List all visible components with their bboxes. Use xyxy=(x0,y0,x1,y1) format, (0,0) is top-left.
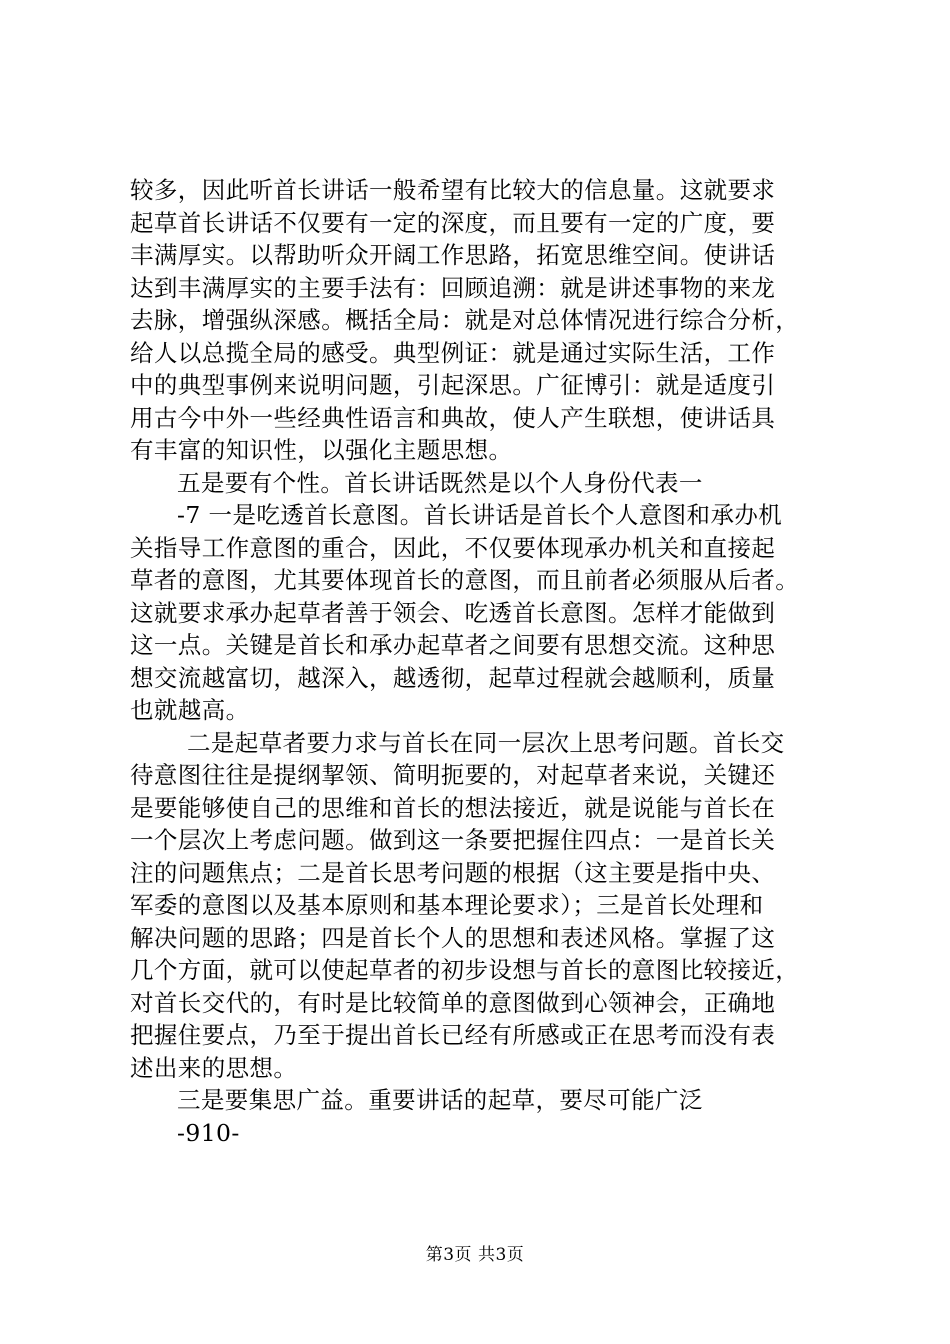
text-line: 有丰富的知识性，以强化主题思想。 xyxy=(130,436,513,464)
text-line: 给人以总揽全局的感受。典型例证：就是通过实际生活，工作 xyxy=(130,338,776,367)
text-line: 较多，因此听首长讲话一般希望有比较大的信息量。这就要求 xyxy=(130,176,776,204)
paragraph-start-line: 五是要有个性。首长讲话既然是以个人身份代表一 xyxy=(177,468,703,497)
text-line: 这一点。关键是首长和承办起草者之间要有思想交流。这种思 xyxy=(130,631,776,659)
paragraph-start-line: -7 一是吃透首长意图。首长讲话是首长个人意图和承办机 xyxy=(177,501,783,529)
text-line: 军委的意图以及基本原则和基本理论要求）；三是首长处理和 xyxy=(130,891,764,919)
text-line: 待意图往往是提纲挈领、简明扼要的，对起草者来说，关键还 xyxy=(130,761,776,789)
page-footer xyxy=(0,1244,950,1266)
text-line: 关指导工作意图的重合，因此，不仅要体现承办机关和直接起 xyxy=(130,533,776,562)
text-line: 注的问题焦点；二是首长思考问题的根据（这主要是指中央、 xyxy=(130,858,776,887)
text-line: 几个方面，就可以使起草者的初步设想与首长的意图比较接近， xyxy=(130,956,800,984)
text-line: 把握住要点，乃至于提出首长已经有所感或正在思考而没有表 xyxy=(130,1021,776,1049)
text-line: 想交流越富切，越深入，越透彻，起草过程就会越顺利，质量 xyxy=(130,663,776,692)
text-line: 去脉，增强纵深感。概括全局：就是对总体情况进行综合分析， xyxy=(130,306,800,334)
text-line: 丰满厚实。以帮助听众开阔工作思路，拓宽思维空间。使讲话 xyxy=(130,241,776,269)
paragraph-start-line: 三是要集思广益。重要讲话的起草，要尽可能广泛 xyxy=(177,1086,703,1114)
text-line: 这就要求承办起草者善于领会、吃透首长意图。怎样才能做到 xyxy=(130,598,776,627)
paragraph-start-line: 二是起草者要力求与首长在同一层次上思考问题。首长交 xyxy=(187,728,785,757)
text-line: 也就越高。 xyxy=(130,696,250,724)
page-number-fragment: -910- xyxy=(177,1118,240,1147)
text-line: 用古今中外一些经典性语言和典故，使人产生联想，使讲话具 xyxy=(130,403,776,432)
text-line: 解决问题的思路；四是首长个人的思想和表述风格。掌握了这 xyxy=(130,923,776,952)
text-line: 一个层次上考虑问题。做到这一条要把握住四点：一是首长关 xyxy=(130,826,776,854)
text-line: 草者的意图，尤其要体现首长的意图，而且前者必须服从后者。 xyxy=(130,566,800,594)
text-line: 达到丰满厚实的主要手法有：回顾追溯：就是讲述事物的来龙 xyxy=(130,273,776,302)
text-line: 中的典型事例来说明问题，引起深思。广征博引：就是适度引 xyxy=(130,371,776,399)
text-line: 是要能够使自己的思维和首长的想法接近，就是说能与首长在 xyxy=(130,793,776,822)
document-body xyxy=(130,174,860,1149)
text-line: 起草首长讲话不仅要有一定的深度，而且要有一定的广度，要 xyxy=(130,208,776,237)
text-line: 对首长交代的，有时是比较简单的意图做到心领神会，正确地 xyxy=(130,988,776,1017)
page-indicator: 第3页 共3页 xyxy=(425,1245,525,1265)
text-line: 述出来的思想。 xyxy=(130,1053,298,1082)
